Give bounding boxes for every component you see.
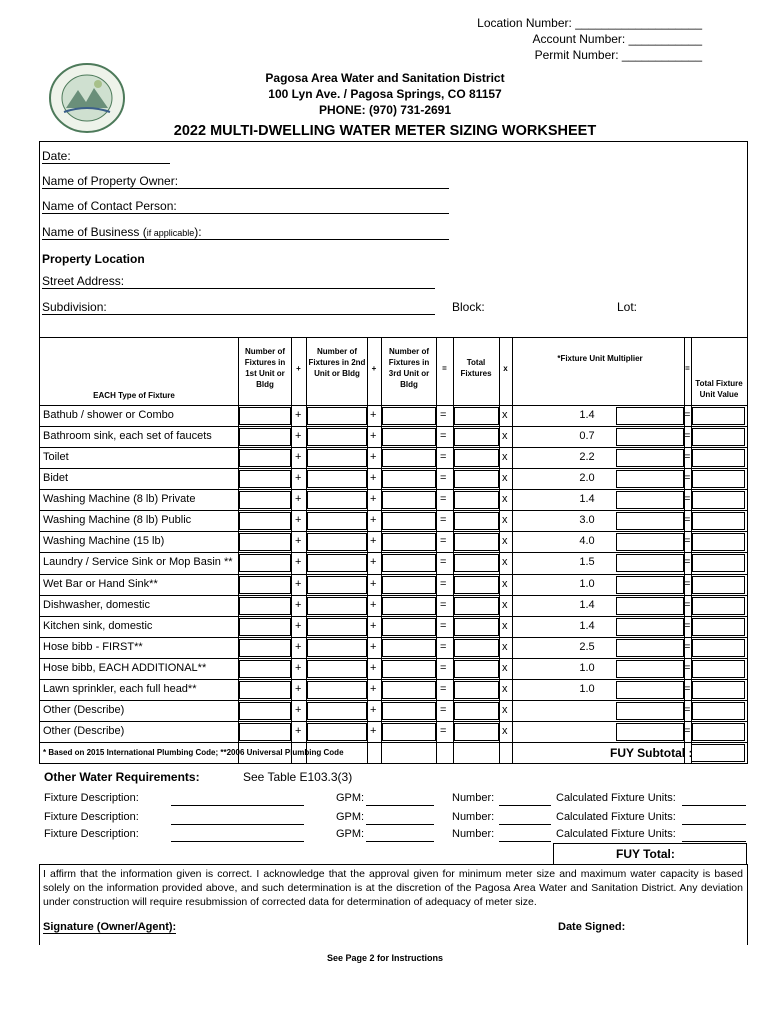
multiplier-field[interactable] <box>616 428 684 446</box>
unit3-count-field[interactable] <box>382 428 436 446</box>
gpm-line[interactable] <box>366 824 434 825</box>
unit2-count-field[interactable] <box>307 702 367 720</box>
total-value-header: Total Fixture Unit Value <box>695 379 743 399</box>
unit2-count-field[interactable] <box>307 491 367 509</box>
multiplier-value: 1.0 <box>579 661 595 674</box>
multiplier-value: 1.4 <box>579 409 595 421</box>
calculated-units-line[interactable] <box>682 824 746 825</box>
total-fixtures-field[interactable] <box>454 533 499 551</box>
gpm-label: GPM: <box>336 811 365 823</box>
affirmation-text: I affirm that the information given is correct. I acknowledge that the approval given for minimum meter size and maximum water capacity is based solely on the information provided above, and such determination is at the discretion of the Pagosa Area Water and Sanitation District. Any deviation under construction will require resubmission of corrected data for determination of adequacy of meter size. <box>43 868 743 908</box>
unit2-count-field[interactable] <box>307 407 367 425</box>
equals-sign: = <box>440 409 447 421</box>
multiplier-value: 1.4 <box>579 598 595 611</box>
unit3-count-field[interactable] <box>382 597 436 615</box>
lot-label: Lot: <box>617 300 638 314</box>
equals-sign: = <box>440 472 447 485</box>
multiplier-field[interactable] <box>616 449 684 467</box>
times-sign: x <box>502 598 508 611</box>
equals-sign: = <box>440 682 447 695</box>
fixture-unit-value-field[interactable] <box>692 576 745 594</box>
times-sign: x <box>502 409 508 421</box>
unit1-count-field[interactable] <box>239 660 291 678</box>
multiplier-field[interactable] <box>616 491 684 509</box>
business-label-note: if applicable <box>146 228 195 238</box>
number-label: Number: <box>452 828 495 840</box>
times-sign: x <box>502 451 508 464</box>
times-sign: x <box>502 493 508 506</box>
unit2-count-field[interactable] <box>307 618 367 636</box>
table-footer <box>40 742 747 764</box>
unit2-header: Number of Fixtures in 2nd Unit or Bldg <box>308 347 366 378</box>
unit1-header: Number of Fixtures in 1st Unit or Bldg <box>244 347 286 389</box>
total-fixtures-field[interactable] <box>454 428 499 446</box>
fuy-subtotal-field[interactable] <box>691 744 745 762</box>
equals-sign: = <box>440 661 447 674</box>
unit3-count-field[interactable] <box>382 449 436 467</box>
plus-sign: + <box>370 577 377 590</box>
times-sign: x <box>502 430 508 443</box>
unit3-count-field[interactable] <box>382 407 436 425</box>
account-info <box>477 15 702 63</box>
equals-sign: = <box>440 703 447 716</box>
times-sign: x <box>502 703 508 716</box>
plus-header-1: + <box>296 364 301 373</box>
fixture-label: Hose bibb, EACH ADDITIONAL** <box>43 661 207 674</box>
equals-sign: = <box>684 682 691 695</box>
district-name: Pagosa Area Water and Sanitation District <box>265 71 505 85</box>
table-row <box>40 574 747 596</box>
multiplier-field[interactable] <box>616 576 684 594</box>
fixture-description-line[interactable] <box>171 824 304 825</box>
unit3-count-field[interactable] <box>382 533 436 551</box>
code-footnote: * Based on 2015 International Plumbing Code; **2006 Universal Plumbing Code <box>43 748 344 757</box>
fixture-label: Lawn sprinkler, each full head** <box>43 682 197 695</box>
plus-header-2: + <box>371 364 377 373</box>
number-line[interactable] <box>499 841 551 842</box>
equals-sign: = <box>440 640 447 653</box>
district-phone: PHONE: (970) 731-2691 <box>318 103 452 117</box>
equals-sign: = <box>684 556 691 569</box>
equals-sign: = <box>440 535 447 548</box>
times-sign: x <box>502 725 508 738</box>
calculated-units-label: Calculated Fixture Units: <box>556 828 676 840</box>
gpm-line[interactable] <box>366 841 434 842</box>
total-fixtures-field[interactable] <box>454 554 499 572</box>
unit3-count-field[interactable] <box>382 702 436 720</box>
unit2-count-field[interactable] <box>307 428 367 446</box>
plus-sign: + <box>295 409 302 421</box>
block-label: Block: <box>452 300 485 314</box>
subdivision-label: Subdivision: <box>42 300 107 314</box>
table-row <box>40 489 747 511</box>
fixture-unit-value-field[interactable] <box>692 449 745 467</box>
fixture-unit-value-field[interactable] <box>692 702 745 720</box>
plus-sign: + <box>370 430 377 443</box>
street-line[interactable] <box>42 288 435 289</box>
unit3-count-field[interactable] <box>382 512 436 530</box>
multiplier-field[interactable] <box>616 618 684 636</box>
multiplier-value: 1.0 <box>579 682 595 695</box>
times-sign: x <box>502 640 508 653</box>
total-fixtures-field[interactable] <box>454 449 499 467</box>
unit2-count-field[interactable] <box>307 449 367 467</box>
number-label: Number: <box>452 792 495 804</box>
fixture-unit-value-field[interactable] <box>692 512 745 530</box>
unit1-count-field[interactable] <box>239 597 291 615</box>
equals-sign: = <box>684 514 691 527</box>
plus-sign: + <box>295 430 302 443</box>
total-fixtures-field[interactable] <box>454 681 499 699</box>
unit2-count-field[interactable] <box>307 533 367 551</box>
plus-sign: + <box>295 472 302 485</box>
times-sign: x <box>502 682 508 695</box>
multiplier-field[interactable] <box>616 512 684 530</box>
gpm-line[interactable] <box>366 805 434 806</box>
multiplier-field[interactable] <box>616 660 684 678</box>
table-row <box>40 700 747 722</box>
total-fixtures-header: Total Fixtures <box>460 358 492 378</box>
table-row <box>40 721 747 743</box>
unit3-count-field[interactable] <box>382 639 436 657</box>
fixture-description-line[interactable] <box>171 841 304 842</box>
property-location-heading: Property Location <box>42 252 145 266</box>
total-fixtures-field[interactable] <box>454 618 499 636</box>
plus-sign: + <box>370 725 377 738</box>
multiplier-field[interactable] <box>616 470 684 488</box>
plus-sign: + <box>295 725 302 738</box>
fuy-subtotal-label: FUY Subtotal : <box>610 746 693 760</box>
business-line[interactable] <box>42 239 449 240</box>
plus-sign: + <box>370 661 377 674</box>
gpm-label: GPM: <box>336 792 365 804</box>
table-row <box>40 468 747 490</box>
fixture-unit-value-field[interactable] <box>692 491 745 509</box>
unit3-count-field[interactable] <box>382 660 436 678</box>
equals-sign: = <box>684 640 691 653</box>
plus-sign: + <box>370 598 377 611</box>
total-fixtures-field[interactable] <box>454 723 499 741</box>
plus-sign: + <box>295 493 302 506</box>
date-label: Date: <box>42 149 71 163</box>
total-fixtures-field[interactable] <box>454 702 499 720</box>
plus-sign: + <box>295 619 302 632</box>
street-label: Street Address: <box>42 274 125 288</box>
fixture-unit-value-field[interactable] <box>692 639 745 657</box>
unit1-count-field[interactable] <box>239 639 291 657</box>
multiplier-value: 1.4 <box>579 619 595 632</box>
fixture-unit-value-field[interactable] <box>692 554 745 572</box>
plus-sign: + <box>370 514 377 527</box>
equals-sign: = <box>684 577 691 590</box>
plus-sign: + <box>370 640 377 653</box>
location-number: Location Number: ___________________ <box>477 16 702 30</box>
equals-header-2: = <box>685 364 690 373</box>
equals-sign: = <box>684 619 691 632</box>
times-sign: x <box>502 535 508 548</box>
plus-sign: + <box>295 598 302 611</box>
unit1-count-field[interactable] <box>239 491 291 509</box>
unit3-count-field[interactable] <box>382 681 436 699</box>
plus-sign: + <box>370 493 377 506</box>
equals-sign: = <box>440 598 447 611</box>
gpm-label: GPM: <box>336 828 365 840</box>
unit3-header: Number of Fixtures in 3rd Unit or Bldg <box>388 347 430 389</box>
multiplier-value: 0.7 <box>579 430 595 443</box>
date-signed-label[interactable]: Date Signed: <box>558 921 626 933</box>
total-fixtures-field[interactable] <box>454 660 499 678</box>
district-header <box>0 70 770 118</box>
contact-line[interactable] <box>42 213 449 214</box>
multiplier-field[interactable] <box>616 723 684 741</box>
fixture-label: Washing Machine (8 lb) Private <box>43 493 196 506</box>
multiplier-value: 3.0 <box>579 514 595 527</box>
table-row <box>40 637 747 659</box>
fixture-label: Wet Bar or Hand Sink** <box>43 577 158 590</box>
unit2-count-field[interactable] <box>307 681 367 699</box>
unit1-count-field[interactable] <box>239 576 291 594</box>
equals-sign: = <box>684 703 691 716</box>
total-fixtures-field[interactable] <box>454 576 499 594</box>
multiplier-value: 2.2 <box>579 451 595 464</box>
plus-sign: + <box>370 451 377 464</box>
table-row <box>40 531 747 553</box>
equals-sign: = <box>684 493 691 506</box>
fixture-label: Other (Describe) <box>43 725 125 738</box>
plus-sign: + <box>295 535 302 548</box>
total-fixtures-field[interactable] <box>454 639 499 657</box>
unit2-count-field[interactable] <box>307 554 367 572</box>
table-reference: See Table E103.3(3) <box>243 770 353 784</box>
business-label-end: ): <box>194 225 202 239</box>
unit1-count-field[interactable] <box>239 470 291 488</box>
unit2-count-field[interactable] <box>307 597 367 615</box>
subdivision-line[interactable] <box>42 314 435 315</box>
plus-sign: + <box>370 472 377 485</box>
multiplier-value: 1.5 <box>579 556 595 569</box>
times-sign: x <box>502 556 508 569</box>
equals-sign: = <box>684 430 691 443</box>
fixture-label: Washing Machine (15 lb) <box>43 535 165 548</box>
unit3-count-field[interactable] <box>382 576 436 594</box>
fuy-total-label: FUY Total: <box>616 847 675 861</box>
equals-sign: = <box>440 514 447 527</box>
plus-sign: + <box>370 556 377 569</box>
multiplier-field[interactable] <box>616 407 684 425</box>
equals-header: = <box>442 364 447 373</box>
unit1-count-field[interactable] <box>239 554 291 572</box>
equals-sign: = <box>684 472 691 485</box>
instructions-note: See Page 2 for Instructions <box>326 953 444 963</box>
district-address: 100 Lyn Ave. / Pagosa Springs, CO 81157 <box>268 87 502 101</box>
unit2-count-field[interactable] <box>307 470 367 488</box>
equals-sign: = <box>440 619 447 632</box>
times-sign: x <box>502 472 508 485</box>
plus-sign: + <box>295 682 302 695</box>
table-row <box>40 595 747 617</box>
affirmation-box <box>39 864 748 945</box>
table-row <box>40 552 747 574</box>
multiplier-field[interactable] <box>616 702 684 720</box>
plus-sign: + <box>295 640 302 653</box>
equals-sign: = <box>684 725 691 738</box>
multiplier-field[interactable] <box>616 639 684 657</box>
fixture-label: Bidet <box>43 472 69 485</box>
multiplier-field[interactable] <box>616 533 684 551</box>
fixture-description-line[interactable] <box>171 805 304 806</box>
equals-sign: = <box>440 556 447 569</box>
account-number: Account Number: ___________ <box>532 32 702 46</box>
multiplier-value: 1.0 <box>579 577 595 590</box>
fixture-unit-value-field[interactable] <box>692 723 745 741</box>
owner-line[interactable] <box>42 188 449 189</box>
unit1-count-field[interactable] <box>239 723 291 741</box>
unit1-count-field[interactable] <box>239 618 291 636</box>
times-header: x <box>503 364 508 373</box>
fixture-unit-value-field[interactable] <box>692 681 745 699</box>
plus-sign: + <box>295 514 302 527</box>
unit2-count-field[interactable] <box>307 512 367 530</box>
calculated-units-label: Calculated Fixture Units: <box>556 811 676 823</box>
multiplier-field[interactable] <box>616 554 684 572</box>
fixture-unit-value-field[interactable] <box>692 660 745 678</box>
fixture-type-header: EACH Type of Fixture <box>93 391 175 400</box>
permit-number: Permit Number: ____________ <box>534 48 702 62</box>
unit3-count-field[interactable] <box>382 554 436 572</box>
calculated-units-line[interactable] <box>682 841 746 842</box>
equals-sign: = <box>684 535 691 548</box>
fixture-label: Washing Machine (8 lb) Public <box>43 514 192 527</box>
fixture-label: Dishwasher, domestic <box>43 598 150 611</box>
unit1-count-field[interactable] <box>239 428 291 446</box>
table-row <box>40 405 747 427</box>
table-row <box>40 510 747 532</box>
fixture-label: Other (Describe) <box>43 703 125 716</box>
table-row <box>40 426 747 448</box>
plus-sign: + <box>370 535 377 548</box>
fixture-unit-value-field[interactable] <box>692 428 745 446</box>
contact-label: Name of Contact Person: <box>42 199 177 213</box>
unit3-count-field[interactable] <box>382 723 436 741</box>
date-line[interactable] <box>42 163 170 164</box>
equals-sign: = <box>440 430 447 443</box>
times-sign: x <box>502 577 508 590</box>
unit1-count-field[interactable] <box>239 681 291 699</box>
plus-sign: + <box>295 556 302 569</box>
fixture-description-label: Fixture Description: <box>44 792 139 804</box>
fixture-unit-value-field[interactable] <box>692 597 745 615</box>
number-label: Number: <box>452 811 495 823</box>
equals-sign: = <box>440 725 447 738</box>
table-row <box>40 447 747 469</box>
unit3-count-field[interactable] <box>382 470 436 488</box>
fixture-label: Bathroom sink, each set of faucets <box>43 430 212 443</box>
total-fixtures-field[interactable] <box>454 512 499 530</box>
equals-sign: = <box>684 598 691 611</box>
multiplier-value: 4.0 <box>579 535 595 548</box>
multiplier-value: 2.5 <box>579 640 595 653</box>
times-sign: x <box>502 661 508 674</box>
other-requirements-heading: Other Water Requirements: <box>44 770 200 784</box>
fixture-label: Laundry / Service Sink or Mop Basin ** <box>43 556 233 569</box>
plus-sign: + <box>370 409 377 421</box>
equals-sign: = <box>440 451 447 464</box>
page-title: 2022 MULTI-DWELLING WATER METER SIZING WORKSHEET <box>173 123 597 139</box>
table-row <box>40 658 747 680</box>
fixture-label: Bathub / shower or Combo <box>43 409 174 421</box>
equals-sign: = <box>684 451 691 464</box>
multiplier-value: 1.4 <box>579 493 595 506</box>
number-line[interactable] <box>499 805 551 806</box>
signature-label[interactable]: Signature (Owner/Agent): <box>43 921 177 933</box>
times-sign: x <box>502 514 508 527</box>
equals-sign: = <box>684 661 691 674</box>
fixture-table <box>39 337 748 764</box>
fuy-total-box[interactable] <box>553 843 747 865</box>
fixture-label: Toilet <box>43 451 69 464</box>
equals-sign: = <box>440 577 447 590</box>
calculated-units-label: Calculated Fixture Units: <box>556 792 676 804</box>
fixture-description-label: Fixture Description: <box>44 828 139 840</box>
fixture-unit-value-field[interactable] <box>692 618 745 636</box>
unit1-count-field[interactable] <box>239 702 291 720</box>
unit1-count-field[interactable] <box>239 407 291 425</box>
owner-label: Name of Property Owner: <box>42 174 179 188</box>
unit2-count-field[interactable] <box>307 576 367 594</box>
business-label-main: Name of Business ( <box>42 225 147 239</box>
equals-sign: = <box>684 409 691 421</box>
unit1-count-field[interactable] <box>239 533 291 551</box>
plus-sign: + <box>295 577 302 590</box>
times-sign: x <box>502 619 508 632</box>
fixture-unit-value-field[interactable] <box>692 533 745 551</box>
fixture-label: Kitchen sink, domestic <box>43 619 153 632</box>
unit1-count-field[interactable] <box>239 512 291 530</box>
multiplier-field[interactable] <box>616 597 684 615</box>
fixture-label: Hose bibb - FIRST** <box>43 640 143 653</box>
unit3-count-field[interactable] <box>382 618 436 636</box>
table-row <box>40 616 747 638</box>
fixture-unit-value-field[interactable] <box>692 407 745 425</box>
fixture-description-label: Fixture Description: <box>44 811 139 823</box>
unit2-count-field[interactable] <box>307 639 367 657</box>
plus-sign: + <box>295 661 302 674</box>
business-label <box>42 225 202 239</box>
plus-sign: + <box>295 703 302 716</box>
total-fixtures-field[interactable] <box>454 407 499 425</box>
equals-sign: = <box>440 493 447 506</box>
unit2-count-field[interactable] <box>307 660 367 678</box>
unit2-count-field[interactable] <box>307 723 367 741</box>
unit3-count-field[interactable] <box>382 491 436 509</box>
table-row <box>40 679 747 701</box>
plus-sign: + <box>370 682 377 695</box>
multiplier-value: 2.0 <box>579 472 595 485</box>
total-fixtures-field[interactable] <box>454 470 499 488</box>
multiplier-header: *Fixture Unit Multiplier <box>557 354 643 363</box>
calculated-units-line[interactable] <box>682 805 746 806</box>
fixture-unit-value-field[interactable] <box>692 470 745 488</box>
multiplier-field[interactable] <box>616 681 684 699</box>
plus-sign: + <box>370 619 377 632</box>
plus-sign: + <box>370 703 377 716</box>
total-fixtures-field[interactable] <box>454 597 499 615</box>
number-line[interactable] <box>499 824 551 825</box>
unit1-count-field[interactable] <box>239 449 291 467</box>
total-fixtures-field[interactable] <box>454 491 499 509</box>
plus-sign: + <box>295 451 302 464</box>
